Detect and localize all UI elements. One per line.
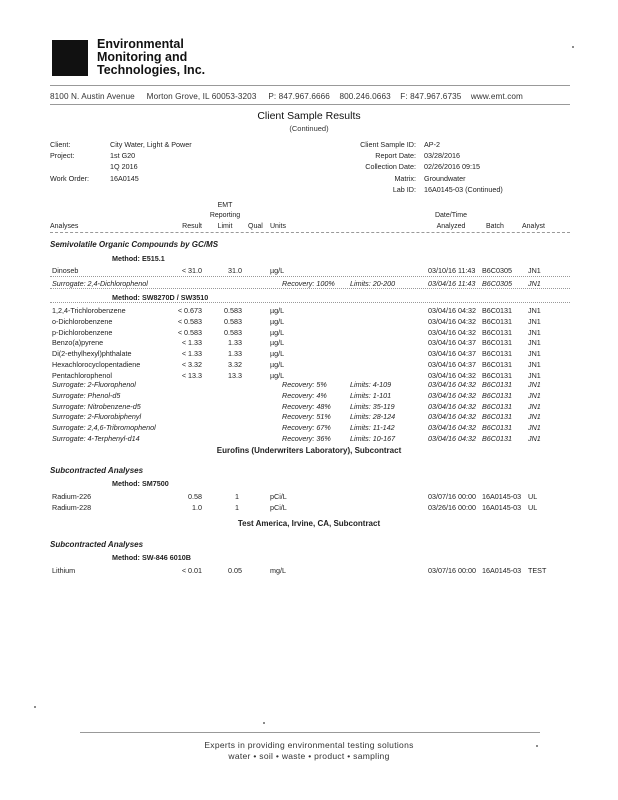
- client-value: City Water, Light & Power: [110, 140, 192, 149]
- surrogate-recovery: Recovery: 51%: [282, 412, 331, 422]
- analyzed-date: 03/04/16 04:32: [428, 316, 476, 326]
- analyzed-date: 03/07/16 00:00: [428, 566, 476, 575]
- surrogate-recovery: Recovery: 36%: [282, 434, 331, 443]
- analyzed-date: 03/04/16 04:32: [428, 401, 476, 411]
- analyzed-date: 03/04/16 04:32: [428, 412, 476, 422]
- footer-services: water • soil • waste • product • sampling: [228, 751, 390, 761]
- surrogate-name: Surrogate: 2,4-Dichlorophenol: [52, 279, 148, 288]
- analyst-id: JN1: [528, 370, 541, 380]
- batch-id: B6C0131: [482, 380, 512, 389]
- result-value: < 31.0: [181, 266, 202, 275]
- analyte-name: Benzo(a)pyrene: [52, 338, 104, 348]
- scan-dot: [263, 722, 265, 724]
- batch-id: B6C0305: [482, 279, 512, 288]
- units-value: pCi/L: [270, 492, 287, 501]
- scan-dot: [572, 46, 574, 48]
- analyst-id: JN1: [528, 349, 541, 359]
- analyte-name: Lithium: [52, 566, 76, 575]
- sampleid-value: AP-2: [424, 140, 440, 149]
- batch-id: 16A0145-03: [482, 502, 522, 512]
- reporting-limit: 0.583: [224, 316, 242, 326]
- company-logo: [52, 40, 88, 76]
- units-value: µg/L: [270, 316, 285, 326]
- reporting-limit: 0.583: [224, 327, 242, 337]
- col-analyzed: Analyzed: [436, 223, 466, 230]
- project-value-2: 1Q 2016: [110, 162, 138, 171]
- reporting-limit: 1.33: [228, 349, 242, 359]
- section-subcontracted-2: Subcontracted Analyses: [50, 540, 144, 549]
- company-web: www.emt.com: [470, 92, 523, 101]
- analyst-id: JN1: [528, 434, 541, 443]
- surrogate-recovery: Recovery: 4%: [282, 390, 327, 400]
- surrogate-name: Surrogate: Nitrobenzene-d5: [52, 401, 141, 411]
- section-svoc: Semivolatile Organic Compounds by GC/MS: [50, 240, 219, 249]
- analyst-id: JN1: [528, 306, 541, 315]
- analyst-id: JN1: [528, 279, 541, 288]
- analyzed-date: 03/04/16 11:43: [428, 279, 476, 288]
- company-name-line2: Monitoring and: [97, 50, 188, 64]
- surrogate-recovery: Recovery: 67%: [282, 423, 331, 433]
- batch-id: 16A0145-03: [482, 566, 522, 575]
- batch-id: B6C0131: [482, 434, 512, 443]
- reporting-limit: 13.3: [228, 370, 242, 380]
- footer-rule: [80, 732, 540, 733]
- analyst-id: JN1: [528, 390, 541, 400]
- analyzed-date: 03/04/16 04:32: [428, 423, 476, 433]
- reporting-limit: 0.05: [228, 566, 242, 575]
- result-value: < 0.583: [177, 327, 202, 337]
- result-value: < 1.33: [181, 338, 202, 348]
- surrogate-limits: Limits: 4-109: [350, 380, 392, 389]
- col-reporting: Reporting: [209, 212, 241, 219]
- surrogate-limits: Limits: 10-167: [350, 434, 396, 443]
- method-sm7500: Method: SM7500: [112, 479, 169, 488]
- analyzed-date: 03/04/16 04:37: [428, 338, 476, 348]
- scan-dot: [34, 706, 36, 708]
- qualifier: 1: [235, 502, 239, 512]
- analyst-id: JN1: [528, 380, 541, 389]
- workorder-value: 16A0145: [110, 174, 139, 183]
- analyzed-date: 03/04/16 04:32: [428, 306, 476, 315]
- batch-id: B6C0131: [482, 316, 512, 326]
- company-fax: F: 847.967.6735: [400, 92, 462, 101]
- surrogate-name: Surrogate: Phenol-d5: [52, 390, 121, 400]
- analyst-id: JN1: [528, 412, 541, 422]
- analyst-id: JN1: [528, 338, 541, 348]
- surrogate-limits: Limits: 28-124: [350, 412, 396, 422]
- labid-label: Lab ID:: [392, 185, 416, 194]
- analyst-id: UL: [528, 502, 538, 512]
- surrogate-limits: Limits: 11-142: [350, 423, 395, 433]
- analyzed-date: 03/10/16 11:43: [428, 266, 476, 275]
- batch-id: B6C0131: [482, 401, 512, 411]
- surrogate-recovery: Recovery: 100%: [282, 279, 335, 288]
- batch-id: B6C0131: [482, 390, 512, 400]
- eurofins-heading: Eurofins (Underwriters Laboratory), Subcontract: [216, 446, 402, 455]
- workorder-label: Work Order:: [50, 174, 90, 183]
- sampleid-label: Client Sample ID:: [360, 140, 416, 149]
- analyzed-date: 03/04/16 04:32: [428, 370, 476, 380]
- units-value: µg/L: [270, 306, 285, 315]
- surrogate-recovery: Recovery: 48%: [282, 401, 331, 411]
- surrogate-limits: Limits: 20-200: [350, 279, 396, 288]
- analyte-name: 1,2,4-Trichlorobenzene: [52, 306, 126, 315]
- company-tollfree: 800.246.0663: [339, 92, 391, 101]
- analyte-name: Dinoseb: [52, 266, 79, 275]
- section-subcontracted-1: Subcontracted Analyses: [50, 466, 144, 475]
- method-e515: Method: E515.1: [112, 254, 165, 263]
- header-rule: [50, 85, 570, 86]
- footer-tagline: Experts in providing environmental testing solutions: [204, 740, 414, 750]
- client-label: Client:: [50, 140, 71, 149]
- batch-id: B6C0131: [482, 360, 512, 369]
- analyte-name: o-Dichlorobenzene: [52, 316, 113, 326]
- project-value-1: 1st G20: [110, 151, 136, 160]
- batch-id: B6C0131: [482, 349, 512, 359]
- result-value: 0.58: [188, 492, 202, 501]
- qualifier: 1: [235, 492, 239, 501]
- reporting-limit: 3.32: [228, 360, 242, 369]
- company-name-line3: Technologies, Inc.: [97, 63, 206, 77]
- matrix-label: Matrix:: [394, 174, 416, 183]
- company-name-line1: Environmental: [97, 37, 184, 51]
- analyzed-date: 03/04/16 04:32: [428, 380, 476, 389]
- company-name: [97, 38, 205, 77]
- batch-id: 16A0145-03: [482, 492, 522, 501]
- batch-id: B6C0131: [482, 412, 512, 422]
- surrogate-limits: Limits: 1-101: [350, 390, 392, 400]
- surrogate-name: Surrogate: 4-Terphenyl-d14: [52, 434, 140, 443]
- company-street: 8100 N. Austin Avenue: [50, 92, 135, 101]
- analyzed-date: 03/07/16 00:00: [428, 492, 476, 501]
- col-batch: Batch: [486, 223, 504, 230]
- rule-515-b: [50, 288, 570, 289]
- batch-id: B6C0131: [482, 370, 512, 380]
- company-city: Morton Grove, IL 60053-3203: [146, 92, 257, 101]
- surrogate-name: Surrogate: 2-Fluorophenol: [52, 380, 136, 389]
- method-sw846: Method: SW-846 6010B: [112, 553, 191, 562]
- units-value: µg/L: [270, 338, 285, 348]
- col-units: Units: [270, 223, 286, 230]
- analyte-name: Pentachlorophenol: [52, 370, 112, 380]
- batch-id: B6C0131: [482, 423, 512, 433]
- analyzed-date: 03/04/16 04:32: [428, 327, 476, 337]
- col-limit: Limit: [217, 223, 233, 230]
- col-result: Result: [182, 223, 202, 230]
- analyzed-date: 03/04/16 04:37: [428, 360, 476, 369]
- units-value: µg/L: [270, 370, 285, 380]
- reportdate-label: Report Date:: [375, 151, 416, 160]
- rule-8270: [50, 302, 570, 303]
- page-subtitle: (Continued): [289, 124, 329, 133]
- result-value: < 3.32: [181, 360, 202, 369]
- units-value: µg/L: [270, 349, 285, 359]
- col-datetime: Date/Time: [434, 212, 468, 219]
- analyte-name: Hexachlorocyclopentadiene: [52, 360, 141, 369]
- col-emt: EMT: [217, 202, 233, 209]
- analyst-id: JN1: [528, 266, 541, 275]
- analyte-name: Radium-226: [52, 492, 92, 501]
- analyst-id: JN1: [528, 316, 541, 326]
- analyte-name: p-Dichlorobenzene: [52, 327, 113, 337]
- result-value: < 0.01: [181, 566, 202, 575]
- col-analyses: Analyses: [50, 223, 79, 230]
- surrogate-name: Surrogate: 2-Fluorobiphenyl: [52, 412, 142, 422]
- result-value: < 13.3: [181, 370, 202, 380]
- reporting-limit: 1.33: [228, 338, 242, 348]
- batch-id: B6C0131: [482, 327, 512, 337]
- page-title: Client Sample Results: [257, 110, 361, 122]
- company-address-bar: [50, 92, 570, 101]
- matrix-value: Groundwater: [424, 174, 466, 183]
- analyte-name: Di(2-ethylhexyl)phthalate: [52, 349, 132, 359]
- result-value: < 0.583: [177, 316, 202, 326]
- method-sw8270: Method: SW8270D / SW3510: [112, 293, 209, 302]
- surrogate-recovery: Recovery: 5%: [282, 380, 327, 389]
- analyzed-date: 03/26/16 00:00: [428, 502, 476, 512]
- address-rule: [50, 104, 570, 105]
- batch-id: B6C0131: [482, 338, 512, 348]
- analyst-id: JN1: [528, 360, 541, 369]
- units-value: µg/L: [270, 266, 285, 275]
- batch-id: B6C0305: [482, 266, 512, 275]
- reporting-limit: 0.583: [224, 306, 242, 315]
- rule-515-a: [50, 276, 570, 277]
- batch-id: B6C0131: [482, 306, 512, 315]
- testamerica-heading: Test America, Irvine, CA, Subcontract: [237, 519, 381, 528]
- analyzed-date: 03/04/16 04:37: [428, 349, 476, 359]
- analyzed-date: 03/04/16 04:32: [428, 434, 476, 443]
- col-analyst: Analyst: [522, 223, 545, 230]
- colldate-label: Collection Date:: [365, 162, 416, 171]
- result-value: < 0.673: [177, 306, 202, 315]
- units-value: mg/L: [270, 566, 286, 575]
- col-qual: Qual: [248, 223, 263, 230]
- result-value: 1.0: [192, 502, 202, 512]
- analyst-id: JN1: [528, 423, 541, 433]
- surrogate-limits: Limits: 35-119: [350, 401, 395, 411]
- colldate-value: 02/26/2016 09:15: [424, 162, 480, 171]
- column-header-rule: [50, 232, 570, 233]
- analyst-id: UL: [528, 492, 538, 501]
- surrogate-name: Surrogate: 2,4,6-Tribromophenol: [52, 423, 156, 433]
- analyst-id: JN1: [528, 327, 541, 337]
- labid-value: 16A0145-03 (Continued): [424, 185, 503, 194]
- analyte-name: Radium-228: [52, 502, 92, 512]
- company-phone: P: 847.967.6666: [268, 92, 330, 101]
- result-value: < 1.33: [181, 349, 202, 359]
- units-value: µg/L: [270, 327, 285, 337]
- units-value: µg/L: [270, 360, 285, 369]
- reporting-limit: 31.0: [228, 266, 242, 275]
- project-label: Project:: [50, 151, 75, 160]
- analyst-id: JN1: [528, 401, 541, 411]
- analyst-id: TEST: [528, 566, 547, 575]
- analyzed-date: 03/04/16 04:32: [428, 390, 476, 400]
- units-value: pCi/L: [270, 502, 287, 512]
- reportdate-value: 03/28/2016: [424, 151, 460, 160]
